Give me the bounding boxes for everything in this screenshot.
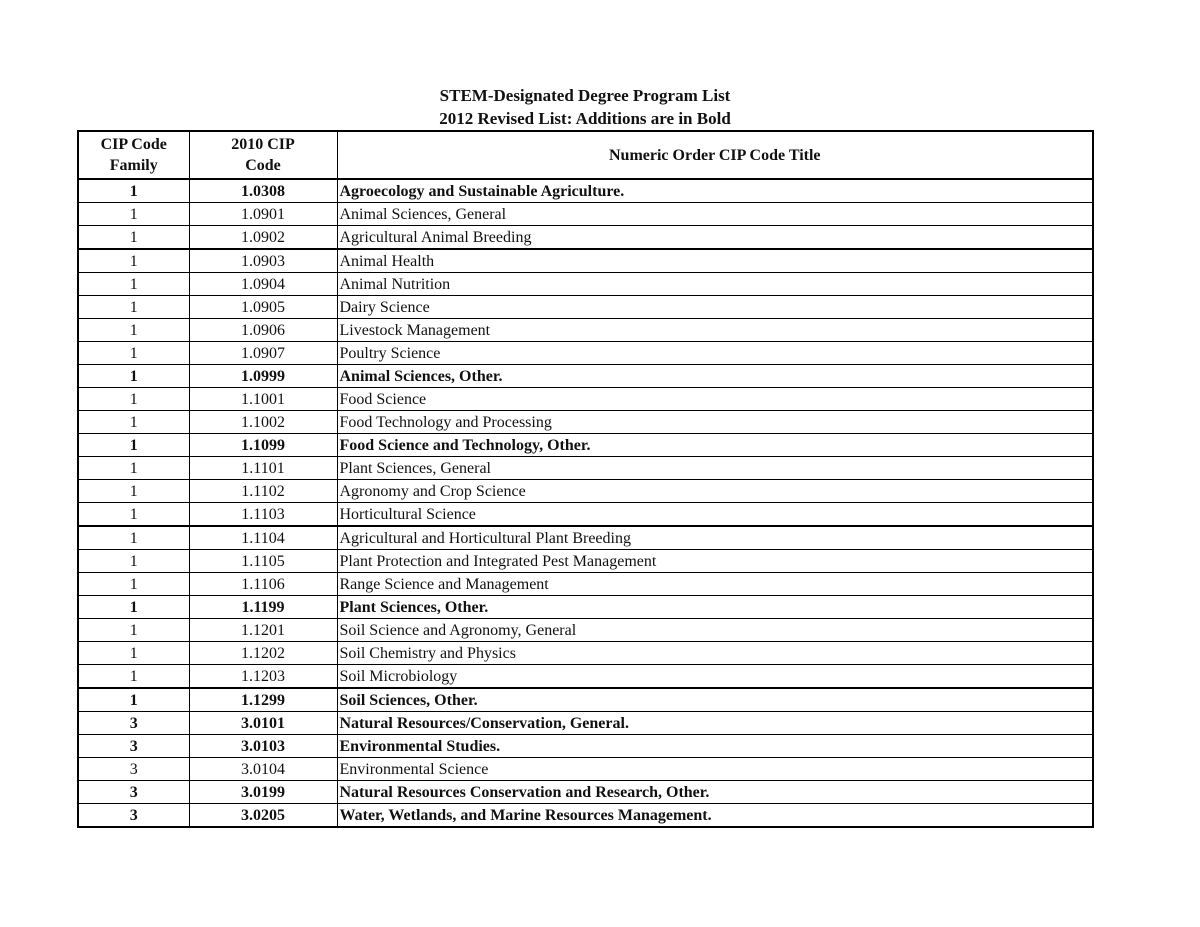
table-row xyxy=(78,342,1093,365)
cell-cip-title: Animal Nutrition xyxy=(337,273,1093,296)
cell-cip-title: Poultry Science xyxy=(337,342,1093,365)
cell-cip-code: 1.0905 xyxy=(189,296,337,319)
cell-cip-code: 1.1201 xyxy=(189,619,337,642)
cell-cip-family: 1 xyxy=(78,434,189,457)
cell-cip-code: 3.0205 xyxy=(189,804,337,828)
cell-cip-family: 3 xyxy=(78,758,189,781)
cell-cip-family: 1 xyxy=(78,526,189,550)
table-row xyxy=(78,781,1093,804)
cell-cip-family: 1 xyxy=(78,596,189,619)
header-cip-title: Numeric Order CIP Code Title xyxy=(337,131,1093,179)
cell-cip-title: Water, Wetlands, and Marine Resources Management. xyxy=(337,804,1093,828)
cell-cip-title: Environmental Studies. xyxy=(337,735,1093,758)
table-row xyxy=(78,388,1093,411)
cell-cip-code: 3.0101 xyxy=(189,712,337,735)
cell-cip-family: 1 xyxy=(78,365,189,388)
cell-cip-title: Agroecology and Sustainable Agriculture. xyxy=(337,179,1093,203)
cell-cip-code: 1.1104 xyxy=(189,526,337,550)
cell-cip-title: Plant Sciences, Other. xyxy=(337,596,1093,619)
cell-cip-family: 1 xyxy=(78,342,189,365)
cell-cip-title: Soil Microbiology xyxy=(337,665,1093,689)
cell-cip-family: 1 xyxy=(78,573,189,596)
cell-cip-code: 3.0103 xyxy=(189,735,337,758)
table-row xyxy=(78,642,1093,665)
cell-cip-family: 1 xyxy=(78,273,189,296)
table-row xyxy=(78,226,1093,250)
cell-cip-code: 1.0906 xyxy=(189,319,337,342)
table-row xyxy=(78,712,1093,735)
table-row xyxy=(78,434,1093,457)
cell-cip-code: 3.0199 xyxy=(189,781,337,804)
cell-cip-code: 1.1101 xyxy=(189,457,337,480)
table-row xyxy=(78,573,1093,596)
cell-cip-family: 3 xyxy=(78,804,189,828)
cell-cip-code: 1.1203 xyxy=(189,665,337,689)
table-row xyxy=(78,273,1093,296)
table-row xyxy=(78,503,1093,527)
cell-cip-title: Natural Resources/Conservation, General. xyxy=(337,712,1093,735)
cell-cip-title: Natural Resources Conservation and Research, Other. xyxy=(337,781,1093,804)
cell-cip-code: 1.0999 xyxy=(189,365,337,388)
table-row xyxy=(78,550,1093,573)
cell-cip-code: 1.1202 xyxy=(189,642,337,665)
cell-cip-title: Soil Science and Agronomy, General xyxy=(337,619,1093,642)
table-row xyxy=(78,319,1093,342)
cell-cip-family: 1 xyxy=(78,550,189,573)
stem-program-table xyxy=(77,130,1094,828)
cell-cip-title: Environmental Science xyxy=(337,758,1093,781)
cell-cip-title: Livestock Management xyxy=(337,319,1093,342)
cell-cip-code: 3.0104 xyxy=(189,758,337,781)
table-row xyxy=(78,804,1093,828)
cell-cip-title: Animal Sciences, Other. xyxy=(337,365,1093,388)
cell-cip-title: Agricultural and Horticultural Plant Breeding xyxy=(337,526,1093,550)
header-cip-family-line2: Family xyxy=(109,157,158,174)
cell-cip-family: 1 xyxy=(78,688,189,712)
table-row xyxy=(78,735,1093,758)
table-row xyxy=(78,249,1093,273)
cell-cip-code: 1.0901 xyxy=(189,203,337,226)
document-title: STEM-Designated Degree Program List xyxy=(439,86,731,105)
cell-cip-title: Horticultural Science xyxy=(337,503,1093,527)
header-cip-family xyxy=(78,131,189,179)
cell-cip-code: 1.0907 xyxy=(189,342,337,365)
cell-cip-family: 3 xyxy=(78,781,189,804)
table-row xyxy=(78,480,1093,503)
cell-cip-title: Food Science and Technology, Other. xyxy=(337,434,1093,457)
cell-cip-title: Plant Sciences, General xyxy=(337,457,1093,480)
cell-cip-title: Food Technology and Processing xyxy=(337,411,1093,434)
table-row xyxy=(78,411,1093,434)
cell-cip-family: 1 xyxy=(78,203,189,226)
cell-cip-code: 1.0308 xyxy=(189,179,337,203)
cell-cip-family: 1 xyxy=(78,665,189,689)
table-row xyxy=(78,665,1093,689)
cell-cip-family: 3 xyxy=(78,712,189,735)
header-row xyxy=(78,131,1093,179)
cell-cip-title: Agricultural Animal Breeding xyxy=(337,226,1093,250)
cell-cip-code: 1.0903 xyxy=(189,249,337,273)
cell-cip-family: 1 xyxy=(78,388,189,411)
cell-cip-family: 1 xyxy=(78,411,189,434)
table-row xyxy=(78,457,1093,480)
table-row xyxy=(78,203,1093,226)
cell-cip-title: Food Science xyxy=(337,388,1093,411)
cell-cip-family: 1 xyxy=(78,642,189,665)
table-row xyxy=(78,179,1093,203)
cell-cip-code: 1.1106 xyxy=(189,573,337,596)
cell-cip-title: Plant Protection and Integrated Pest Management xyxy=(337,550,1093,573)
cell-cip-code: 1.1099 xyxy=(189,434,337,457)
cell-cip-code: 1.1199 xyxy=(189,596,337,619)
cell-cip-family: 1 xyxy=(78,619,189,642)
cell-cip-title: Agronomy and Crop Science xyxy=(337,480,1093,503)
cell-cip-family: 1 xyxy=(78,249,189,273)
cell-cip-code: 1.1102 xyxy=(189,480,337,503)
table-body xyxy=(78,179,1093,827)
cell-cip-family: 1 xyxy=(78,480,189,503)
cell-cip-family: 1 xyxy=(78,296,189,319)
cell-cip-family: 1 xyxy=(78,503,189,527)
cell-cip-code: 1.1105 xyxy=(189,550,337,573)
header-cip-code-line2: Code xyxy=(245,157,281,174)
header-cip-code-line1: 2010 CIP xyxy=(231,136,295,153)
cell-cip-code: 1.0904 xyxy=(189,273,337,296)
table-row xyxy=(78,758,1093,781)
table-row xyxy=(78,365,1093,388)
cell-cip-code: 1.1299 xyxy=(189,688,337,712)
cell-cip-title: Soil Sciences, Other. xyxy=(337,688,1093,712)
header-cip-code xyxy=(189,131,337,179)
table-row xyxy=(78,296,1093,319)
cell-cip-title: Dairy Science xyxy=(337,296,1093,319)
cell-cip-family: 1 xyxy=(78,319,189,342)
table-row xyxy=(78,688,1093,712)
table-row xyxy=(78,619,1093,642)
table-row xyxy=(78,596,1093,619)
cell-cip-code: 1.1002 xyxy=(189,411,337,434)
table-row xyxy=(78,526,1093,550)
cell-cip-title: Animal Sciences, General xyxy=(337,203,1093,226)
cell-cip-code: 1.1001 xyxy=(189,388,337,411)
cell-cip-code: 1.1103 xyxy=(189,503,337,527)
cell-cip-family: 3 xyxy=(78,735,189,758)
document-subtitle: 2012 Revised List: Additions are in Bold xyxy=(439,109,731,128)
document-header xyxy=(78,84,1092,130)
cell-cip-family: 1 xyxy=(78,179,189,203)
cell-cip-code: 1.0902 xyxy=(189,226,337,250)
cell-cip-family: 1 xyxy=(78,457,189,480)
cell-cip-title: Soil Chemistry and Physics xyxy=(337,642,1093,665)
cell-cip-title: Range Science and Management xyxy=(337,573,1093,596)
cell-cip-title: Animal Health xyxy=(337,249,1093,273)
table-header xyxy=(78,131,1093,179)
header-cip-family-line1: CIP Code xyxy=(100,136,167,153)
cell-cip-family: 1 xyxy=(78,226,189,250)
